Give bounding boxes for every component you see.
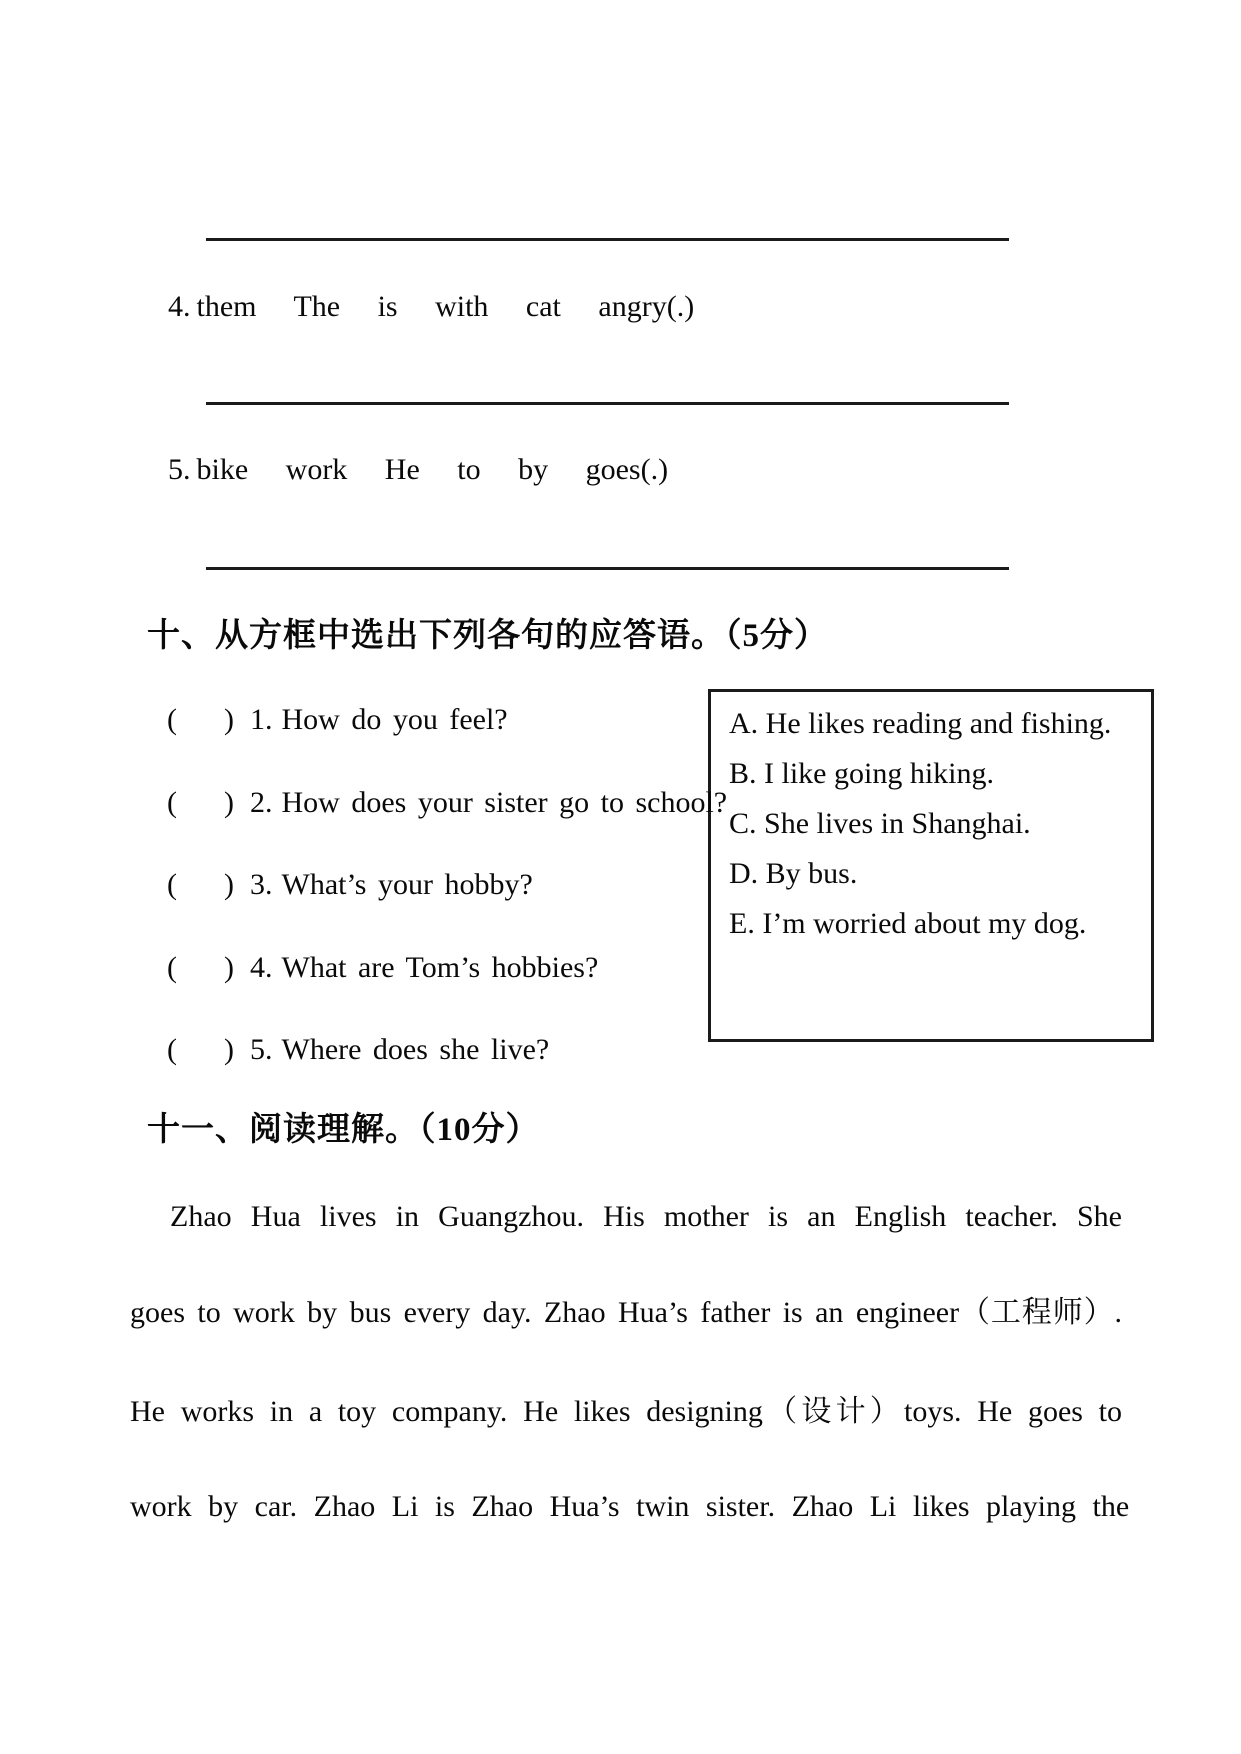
question-row-4 — [167, 947, 598, 989]
section-eleven-heading: 十一、阅读理解。（10分） — [147, 1112, 540, 1148]
passage-line-4: work by car. Zhao Li is Zhao Hua’s twin sister. Zhao Li likes playing the — [130, 1490, 1130, 1523]
answer-paren-close: ) — [224, 1033, 234, 1066]
answer-paren-open: ( — [167, 786, 177, 819]
answer-blank-line — [206, 567, 1009, 570]
section-ten-heading: 十、从方框中选出下列各句的应答语。（5分） — [147, 618, 828, 654]
question-number: 5. — [250, 1033, 273, 1066]
question-row-1 — [167, 699, 508, 741]
answer-paren-close: ) — [224, 703, 234, 736]
passage-line-2: goes to work by bus every day. Zhao Hua’s father is an engineer（工程师）. — [130, 1296, 1122, 1329]
question-row-3 — [167, 864, 533, 906]
passage-line-3: He works in a toy company. He likes designing（设计）toys. He goes to — [130, 1395, 1122, 1428]
answer-paren-open: ( — [167, 703, 177, 736]
passage-line-1: Zhao Hua lives in Guangzhou. His mother is an English teacher. She — [170, 1200, 1122, 1233]
question-text: What’s your hobby? — [281, 868, 533, 901]
answer-paren-open: ( — [167, 1033, 177, 1066]
question-row-2 — [167, 782, 727, 824]
answer-paren-open: ( — [167, 951, 177, 984]
item-words: bike work He to by goes(.) — [196, 453, 669, 486]
option-item-c: C. She lives in Shanghai. — [729, 807, 1031, 840]
question-text: What are Tom’s hobbies? — [281, 951, 599, 984]
answer-paren-close: ) — [224, 868, 234, 901]
options-box — [708, 689, 1154, 1042]
option-item-b: B. I like going hiking. — [729, 757, 994, 790]
item-words: them The is with cat angry(.) — [196, 290, 695, 323]
question-number: 3. — [250, 868, 273, 901]
answer-blank-line — [206, 402, 1009, 405]
answer-paren-open: ( — [167, 868, 177, 901]
answer-paren-close: ) — [224, 786, 234, 819]
question-number: 1. — [250, 703, 273, 736]
item-number: 5. — [168, 453, 191, 486]
question-text: How do you feel? — [281, 703, 508, 736]
question-text: How does your sister go to school? — [281, 786, 728, 819]
unscramble-item-5 — [168, 449, 668, 491]
option-item-a: A. He likes reading and fishing. — [729, 707, 1112, 740]
answer-blank-line — [206, 238, 1009, 241]
unscramble-item-4 — [168, 286, 694, 328]
answer-paren-close: ) — [224, 951, 234, 984]
question-number: 2. — [250, 786, 273, 819]
option-item-d: D. By bus. — [729, 857, 858, 890]
question-row-5 — [167, 1029, 549, 1071]
item-number: 4. — [168, 290, 191, 323]
question-text: Where does she live? — [281, 1033, 550, 1066]
option-item-e: E. I’m worried about my dog. — [729, 907, 1087, 940]
question-number: 4. — [250, 951, 273, 984]
